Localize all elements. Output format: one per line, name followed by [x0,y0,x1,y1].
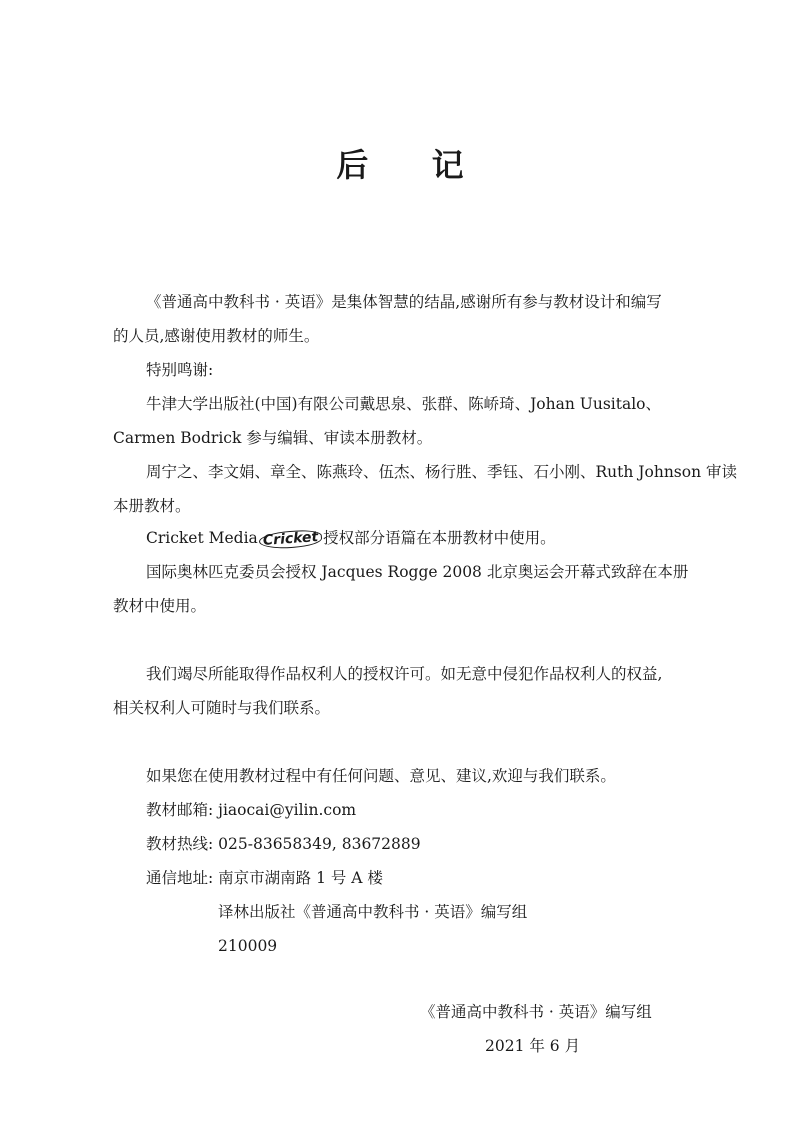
paragraph-4 [146,528,556,548]
paragraph-3-line-1: 周宁之、李文娟、章全、陈燕玲、伍杰、杨行胜、季钰、石小刚、Ruth Johnson 审读 [146,463,738,481]
paragraph-2-line-2: Carmen Bodrick 参与编辑、审读本册教材。 [113,429,433,447]
signature-group: 《普通高中教科书 · 英语》编写组 [420,1003,652,1021]
contact-hotline: 教材热线: 025-83658349, 83672889 [146,835,421,853]
cricket-media-text: Cricket Media [146,529,258,547]
paragraph-3-line-2: 本册教材。 [113,497,191,515]
contact-intro: 如果您在使用教材过程中有任何问题、意见、建议,欢迎与我们联系。 [146,767,616,785]
contact-email: 教材邮箱: jiaocai@yilin.com [146,801,357,819]
paragraph-1-line-1: 《普通高中教科书 · 英语》是集体智慧的结晶,感谢所有参与教材设计和编写 [146,293,662,311]
cricket-logo: Cricket [258,529,322,550]
contact-postcode: 210009 [218,937,278,955]
paragraph-5-line-1: 国际奥林匹克委员会授权 Jacques Rogge 2008 北京奥运会开幕式致辞在本册 [146,563,689,581]
paragraph-6-line-1: 我们竭尽所能取得作品权利人的授权许可。如无意中侵犯作品权利人的权益, [146,665,663,683]
paragraph-4-suffix: 授权部分语篇在本册教材中使用。 [323,529,556,547]
signature-date: 2021 年 6 月 [485,1037,581,1055]
contact-address: 通信地址: 南京市湖南路 1 号 A 楼 [146,869,383,887]
thanks-heading: 特别鸣谢: [146,361,214,379]
paragraph-2-line-1: 牛津大学出版社(中国)有限公司戴思泉、张群、陈峤琦、Johan Uusitalo、 [146,395,661,413]
page-title: 后 记 [336,146,490,184]
paragraph-6-line-2: 相关权利人可随时与我们联系。 [113,699,331,717]
paragraph-5-line-2: 教材中使用。 [113,597,207,615]
paragraph-1-line-2: 的人员,感谢使用教材的师生。 [113,327,320,345]
contact-address-publisher: 译林出版社《普通高中教科书 · 英语》编写组 [218,903,528,921]
